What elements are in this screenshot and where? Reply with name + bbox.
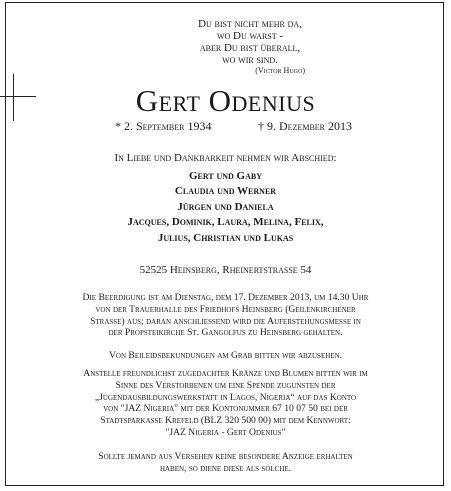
donation-line: „Jugendausbildungswerkstatt in Lagos, Nigeria“ auf das Konto — [94, 391, 357, 403]
mourner-line: Julius, Christian und Lukas — [157, 231, 294, 244]
funeral-line: der Propsteikirche St. Gangolfus zu Heinsberg gehalten. — [108, 327, 343, 339]
mourner-line: Jacques, Dominik, Laura, Melina, Felix, — [127, 216, 324, 229]
quote-line: aber Du bist überall, — [199, 42, 301, 54]
funeral-line: Die Beerdigung ist am Dienstag, dem 17. Dezember 2013, um 14.30 Uhr — [82, 292, 369, 303]
deceased-name: Gert Odenius — [135, 83, 316, 118]
condolence-paragraph — [50, 350, 401, 362]
notice-paragraph — [50, 451, 401, 475]
donation-line: "JAZ Nigeria - Gert Odenius" — [165, 426, 286, 438]
address: 52525 Heinsberg, Rheinertstrasse 54 — [139, 264, 312, 276]
donation-paragraph — [50, 368, 401, 439]
mourner-line: Claudia und Werner — [174, 185, 277, 198]
farewell-intro: In Liebe und Dankbarkeit nehmen wir Abschied: — [114, 152, 337, 164]
donation-line: von "JAZ Nigeria" mit der Kontonummer 67 10 07 50 bei der — [103, 403, 348, 415]
condolence-line: Von Beileidsbekundungen am Grab bitten wir abzusehen. — [108, 350, 343, 361]
mourner-line: Gert und Gaby — [188, 170, 262, 182]
donation-line: Stadtsparkasse Krefeld (BLZ 320 500 00) mit dem Kennwort: — [100, 415, 351, 427]
birth-date: * 2. September 1934 — [115, 119, 212, 133]
mourners-list — [0, 169, 451, 246]
quote — [180, 18, 320, 66]
quote-line: wo Du warst - — [216, 30, 284, 42]
quote-line: wo wir sind. — [222, 54, 278, 66]
notice-line: haben, so diene diese als solche. — [159, 462, 292, 474]
donation-line: Anstelle freundlichst zugedachter Kränze und Blumen bitten wir im — [83, 368, 368, 379]
quote-line: Du bist nicht mehr da, — [198, 18, 302, 30]
funeral-paragraph — [50, 292, 401, 339]
funeral-line: von der Trauerhalle des Friedhofs Heinsberg (Geilenkirchener — [95, 303, 356, 315]
life-dates — [0, 119, 451, 133]
mourner-line: Jürgen und Daniela — [177, 200, 274, 213]
death-date: † 9. Dezember 2013 — [258, 119, 352, 133]
notice-line: Sollte jemand aus Versehen keine besondere Anzeige erhalten — [98, 451, 353, 462]
quote-author: (Victor Hugo) — [255, 66, 305, 75]
donation-line: Sinne des Verstorbenen um eine Spende zugunsten der — [115, 379, 336, 391]
funeral-line: Strasse) aus; daran anschliessend wird die Auferstehungsmesse in — [90, 315, 361, 327]
